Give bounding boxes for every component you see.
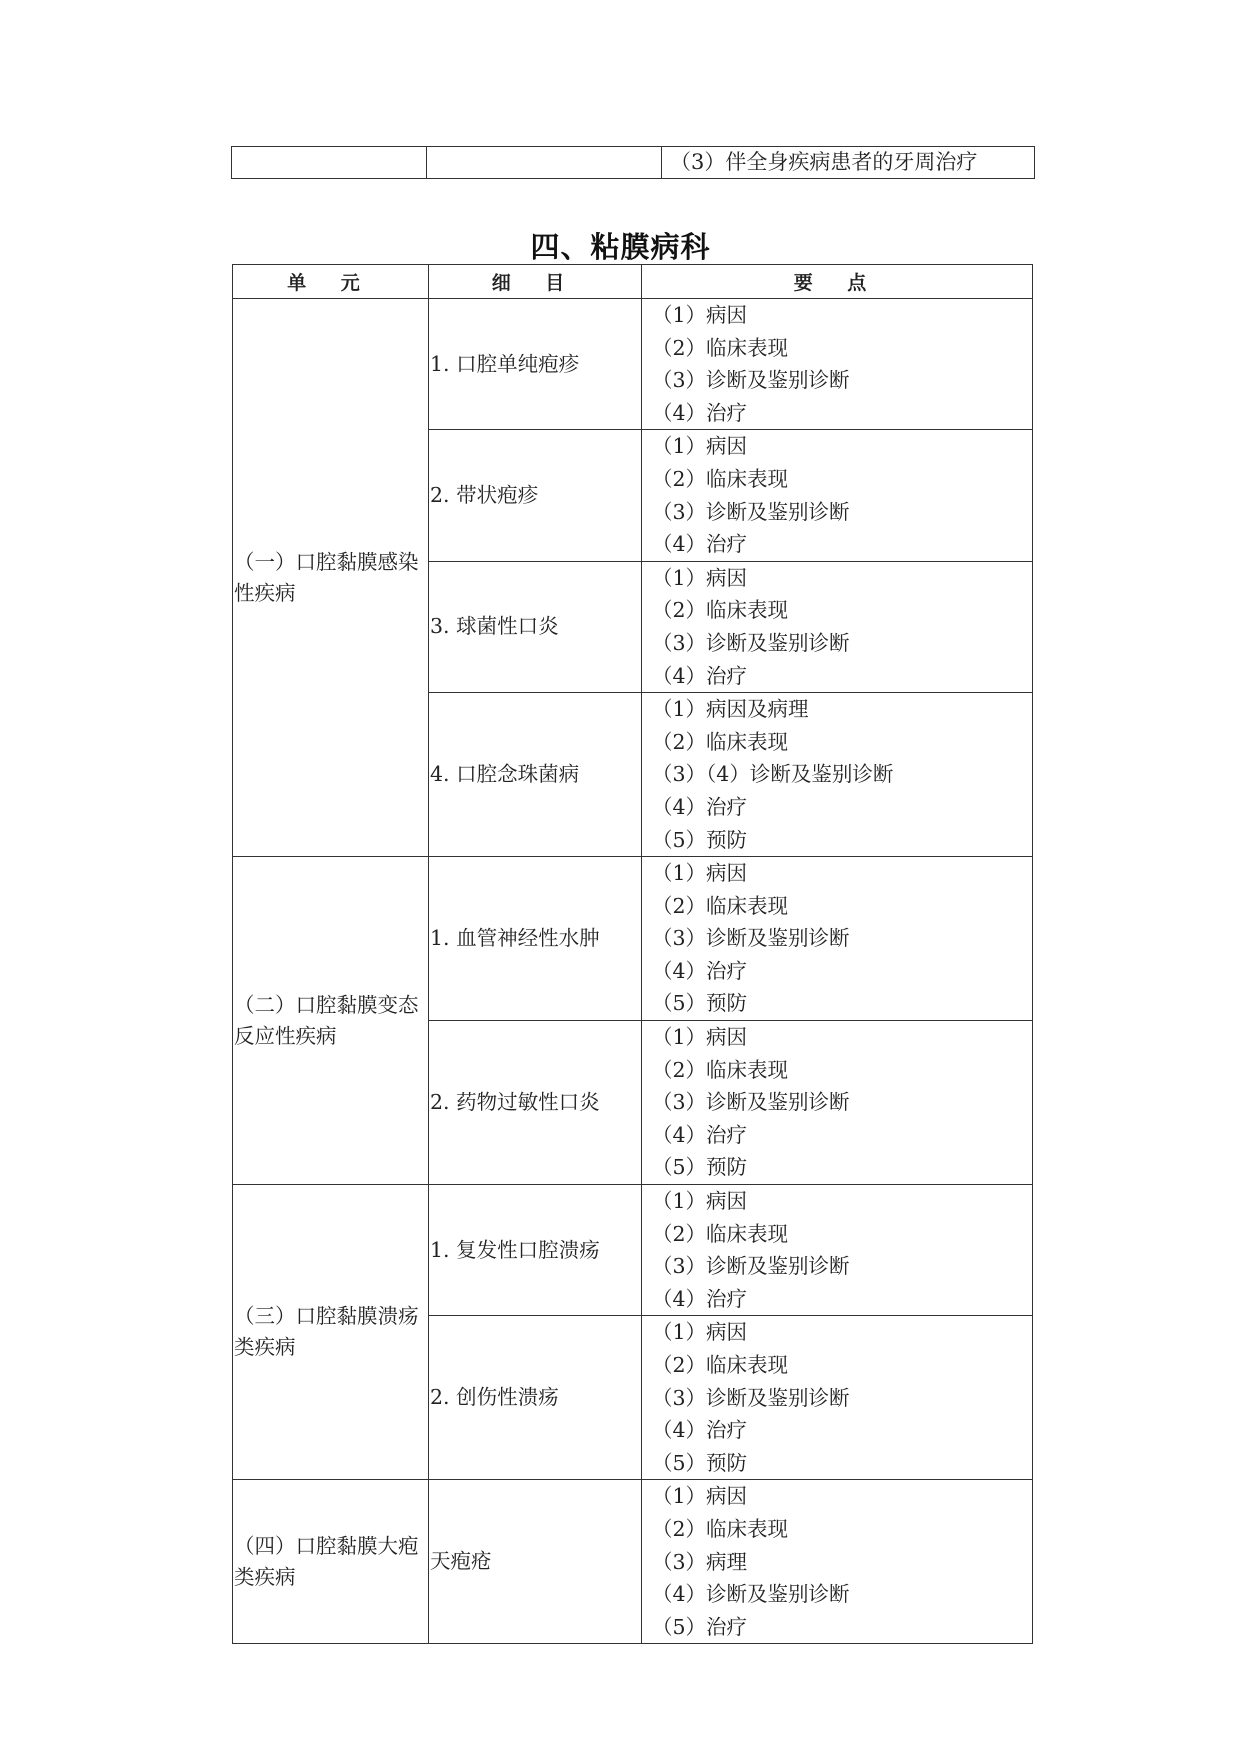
- item-name: 4. 口腔念珠菌病: [429, 693, 642, 857]
- point-item: （1）病因: [652, 1320, 748, 1345]
- point-item: （5）预防: [652, 1450, 748, 1475]
- point-item: （2）临床表现: [652, 598, 789, 623]
- points-cell: [642, 693, 1033, 857]
- point-item: （2）临床表现: [652, 1353, 789, 1377]
- point-item: （3）诊断及鉴别诊断: [652, 368, 850, 393]
- item-name: 2. 药物过敏性口炎: [429, 1021, 642, 1185]
- point-item: （1）病因: [652, 1189, 748, 1214]
- point-item: （2）临床表现: [652, 729, 789, 754]
- table-body: [233, 299, 1033, 1644]
- table-cell: [232, 147, 427, 179]
- points-cell: [642, 1480, 1033, 1644]
- table-row: [232, 147, 1035, 179]
- table-row: [233, 1185, 1033, 1316]
- syllabus-table: [232, 264, 1033, 1644]
- point-item: （1）病因: [652, 434, 748, 459]
- point-item: （1）病因及病理: [652, 697, 809, 722]
- point-item: （3）诊断及鉴别诊断: [652, 926, 850, 951]
- point-item: （2）临床表现: [652, 335, 789, 360]
- point-item: （1）病因: [652, 861, 748, 886]
- item-name: 1. 复发性口腔溃疡: [429, 1185, 642, 1316]
- point-item: （2）临床表现: [652, 1516, 789, 1541]
- header-item: 细 目: [429, 265, 642, 299]
- unit-name: （二）口腔黏膜变态反应性疾病: [234, 992, 419, 1048]
- point-item: （2）临床表现: [652, 466, 789, 491]
- points-cell: [642, 430, 1033, 561]
- point-item: （1）病因: [652, 565, 748, 590]
- table-cell: [427, 147, 662, 179]
- point-item: （3）诊断及鉴别诊断: [652, 630, 850, 655]
- table-cell: （3）伴全身疾病患者的牙周治疗: [662, 147, 1035, 179]
- item-name: 3. 球菌性口炎: [429, 561, 642, 692]
- continuation-table: [231, 146, 1035, 179]
- point-item: （3）诊断及鉴别诊断: [652, 1254, 850, 1279]
- unit-cell: [233, 1480, 429, 1644]
- item-name: 2. 带状疱疹: [429, 430, 642, 561]
- table-row: [233, 299, 1033, 430]
- point-item: （4）治疗: [652, 794, 748, 819]
- unit-name: （四）口腔黏膜大疱类疾病: [234, 1533, 419, 1589]
- unit-cell: [233, 857, 429, 1185]
- point-item: （5）预防: [652, 991, 748, 1016]
- header-unit: 单 元: [233, 265, 429, 299]
- unit-cell: [233, 299, 429, 857]
- point-item: （2）临床表现: [652, 893, 789, 918]
- unit-name: （三）口腔黏膜溃疡类疾病: [234, 1304, 419, 1360]
- points-cell: [642, 857, 1033, 1021]
- section-title: 四、粘膜病科: [530, 230, 711, 264]
- point-item: （3）诊断及鉴别诊断: [652, 499, 850, 524]
- points-cell: [642, 1316, 1033, 1480]
- point-item: （4）治疗: [652, 1418, 748, 1443]
- point-item: （4）治疗: [652, 958, 748, 983]
- points-cell: [642, 1185, 1033, 1316]
- point-item: （4）治疗: [652, 663, 748, 688]
- point-item: （3）（4）诊断及鉴别诊断: [652, 762, 894, 787]
- point-item: （4）治疗: [652, 1286, 748, 1311]
- point-item: （4）治疗: [652, 1122, 748, 1147]
- header-points: 要 点: [642, 265, 1033, 299]
- table-row: [233, 1480, 1033, 1644]
- point-item: （2）临床表现: [652, 1057, 789, 1082]
- point-item: （5）预防: [652, 1155, 748, 1180]
- point-item: （2）临床表现: [652, 1221, 789, 1246]
- point-item: （1）病因: [652, 1025, 748, 1050]
- item-name: 1. 血管神经性水肿: [429, 857, 642, 1021]
- point-item: （4）诊断及鉴别诊断: [652, 1582, 850, 1607]
- point-item: （1）病因: [652, 303, 748, 327]
- points-cell: [642, 1021, 1033, 1185]
- point-item: （3）病理: [652, 1549, 748, 1574]
- point-item: （4）治疗: [652, 532, 748, 557]
- unit-cell: [233, 1185, 429, 1480]
- table-header-row: [233, 265, 1033, 299]
- point-item: （1）病因: [652, 1484, 748, 1509]
- point-item: （5）治疗: [652, 1614, 748, 1639]
- point-item: （3）诊断及鉴别诊断: [652, 1385, 850, 1410]
- point-item: （5）预防: [652, 827, 748, 852]
- item-name: 1. 口腔单纯疱疹: [429, 299, 642, 430]
- table-row: [233, 857, 1033, 1021]
- points-cell: [642, 299, 1033, 430]
- item-name: 2. 创伤性溃疡: [429, 1316, 642, 1480]
- point-item: （3）诊断及鉴别诊断: [652, 1090, 850, 1115]
- item-name: 天疱疮: [429, 1480, 642, 1644]
- points-cell: [642, 561, 1033, 692]
- point-item: （4）治疗: [652, 400, 748, 425]
- unit-name: （一）口腔黏膜感染性疾病: [234, 549, 419, 605]
